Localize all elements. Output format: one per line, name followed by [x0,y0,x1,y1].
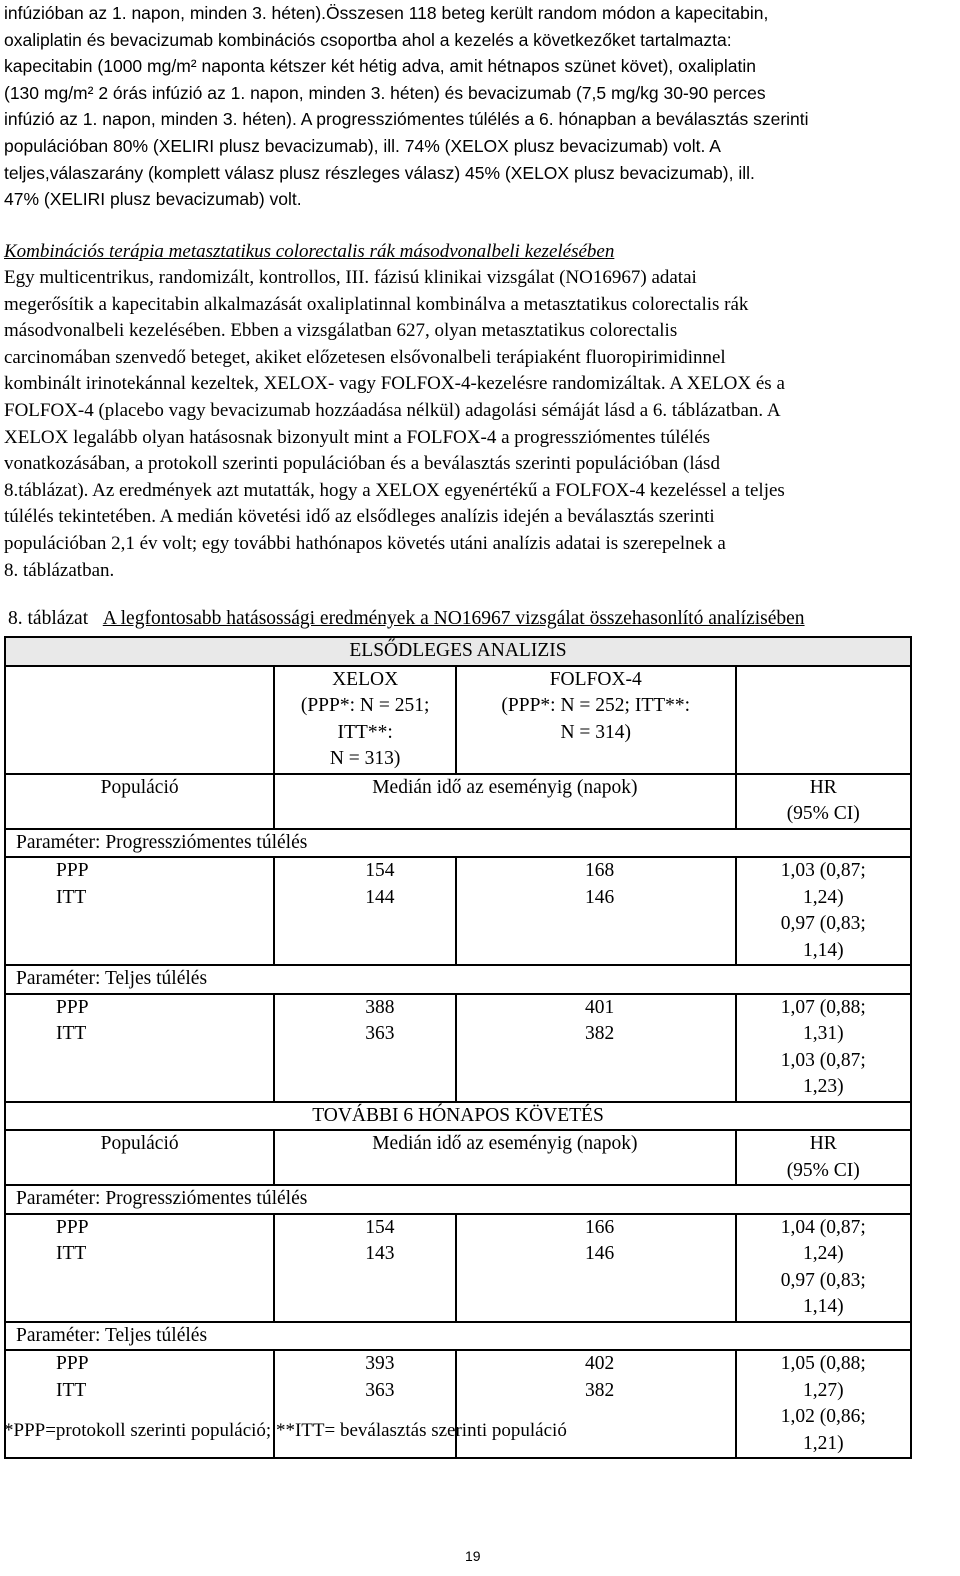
value: 168 [585,860,615,881]
median-time-header: Medián idő az eseményig (napok) [274,1130,735,1185]
median-time-header: Medián idő az eseményig (napok) [274,774,735,829]
value: 146 [585,1243,615,1264]
parameter-row [5,829,911,858]
parameter-row [5,1322,911,1351]
text-line: teljes,válaszarány (komplett válasz plusz részleges válasz) 45% (XELOX plusz bevacizumab), ill. [4,162,755,183]
hr-value: 1,24) [802,886,844,908]
pop-itt: ITT [56,1379,87,1401]
text-line: (130 mg/m² 2 órás infúzió az 1. napon, minden 3. héten) és bevacizumab (7,5 mg/kg 30-90 perces [4,82,766,103]
pop-ppp: PPP [56,1353,89,1374]
hr-cell [736,994,912,1102]
text-line: FOLFOX-4 (placebo vagy bevacizumab hozzáadása nélkül) adagolási sémáját lásd a 6. táblázatban. A [4,399,781,421]
empty-cell [736,666,912,774]
hr-value: 1,24) [802,1243,844,1264]
text-line: populációban 80% (XELIRI plusz bevacizumab), ill. 74% (XELOX plusz bevacizumab) volt. A [4,135,721,156]
value: 143 [365,1243,395,1264]
parameter-label: Paraméter: Teljes túlélés [5,965,911,994]
column-header-row [5,774,911,829]
folfox-cell [456,994,736,1102]
hr-cell [736,1350,912,1458]
hr-value: 1,04 (0,87; [780,1216,866,1238]
hr-value: 1,27) [802,1379,844,1401]
value: 154 [365,1216,395,1238]
intro-paragraph [4,0,956,213]
table-row [5,1214,911,1322]
table-row [5,857,911,965]
parameter-row [5,965,911,994]
population-cell [5,994,274,1102]
folfox-header-n1: (PPP*: N = 252; ITT**: [501,695,691,716]
value: 393 [365,1353,395,1374]
hr-value: 1,23) [802,1076,844,1097]
pop-ppp: PPP [56,996,89,1018]
results-table [4,636,912,1459]
hr-value: 1,05 (0,88; [780,1353,866,1374]
xelox-cell [274,994,456,1102]
table-title-label: 8. táblázat [8,608,89,629]
folfox-header-name: FOLFOX-4 [549,668,642,690]
text-line: másodvonalbeli kezelésében. Ebben a vizsgálatban 627, olyan metasztatikus colorectalis [4,320,678,342]
hr-header [736,1130,912,1185]
section-title-primary: ELSŐDLEGES ANALIZIS [5,637,911,666]
folfox-cell [456,1214,736,1322]
xelox-header-name: XELOX [332,668,399,690]
value: 363 [365,1023,395,1044]
text-line: oxaliplatin és bevacizumab kombinációs csoportba ahol a kezelés a következőket tartalmazta: [4,29,732,50]
section-row [5,637,911,666]
table-footnote: *PPP=protokoll szerinti populáció; **ITT= beválasztás szerinti populáció [4,1420,567,1441]
text-line: túlélés tekintetében. A medián követési idő az elsődleges analízis idején a beválasztás szerinti [4,506,715,528]
value: 146 [585,886,615,908]
table-row [5,994,911,1102]
xelox-header-n1: (PPP*: N = 251; ITT**: [300,695,430,743]
value: 144 [365,886,395,908]
population-header: Populáció [5,1130,274,1185]
text-line: kapecitabin (1000 mg/m² naponta kétszer két hétig adva, amit hétnapos szünet követ), oxaliplatin [4,56,756,77]
hr-value: 0,97 (0,83; [780,1269,866,1291]
xelox-header [274,666,456,774]
population-cell [5,857,274,965]
hr-value: 1,14) [802,1296,844,1317]
folfox-cell [456,857,736,965]
value: 401 [585,996,615,1018]
ci-label: (95% CI) [786,1159,860,1181]
pop-itt: ITT [56,886,87,908]
pop-itt: ITT [56,1023,87,1044]
text-line: vonatkozásában, a protokoll szerinti populációban és a beválasztás szerinti populációban (lásd [4,453,720,475]
value: 154 [365,860,395,881]
population-cell [5,1214,274,1322]
text-line: 8. táblázatban. [4,559,115,581]
text-line: kombinált irinotekánnal kezeltek, XELOX- vagy FOLFOX-4-kezelésre randomizáltak. A XELOX és a [4,373,785,395]
text-line: infúzióban az 1. napon, minden 3. héten).Összesen 118 beteg került random módon a kapecitabin, [4,3,769,23]
text-line: 47% (XELIRI plusz bevacizumab) volt. [4,189,302,210]
xelox-cell [274,1214,456,1322]
text-line: XELOX legalább olyan hatásosnak bizonyult mint a FOLFOX-4 a progressziómentes túlélés [4,426,711,448]
hr-value: 1,03 (0,87; [780,1049,866,1071]
arm-header-row [5,666,911,774]
hr-label: HR [809,1133,837,1154]
hr-value: 1,21) [802,1432,844,1454]
page-number: 19 [465,1548,481,1564]
parameter-label: Paraméter: Teljes túlélés [5,1322,911,1351]
folfox-header [456,666,736,774]
value: 402 [585,1353,615,1374]
parameter-label: Paraméter: Progressziómentes túlélés [5,829,911,858]
value: 388 [365,996,395,1018]
text-line: megerősítik a kapecitabin alkalmazását oxaliplatinnal kombinálva a metasztatikus colorectalis rák [4,293,749,315]
hr-label: HR [809,776,837,798]
hr-value: 1,14) [802,939,844,961]
section-heading: Kombinációs terápia metasztatikus colorectalis rák másodvonalbeli kezelésében [4,241,615,262]
pop-ppp: PPP [56,1216,89,1238]
parameter-row [5,1185,911,1214]
section-title-followup: TOVÁBBI 6 HÓNAPOS KÖVETÉS [5,1102,911,1131]
column-header-row [5,1130,911,1185]
hr-value: 1,31) [802,1023,844,1044]
text-line: carcinomában szenvedő beteget, akiket előzetesen elsővonalbeli terápiaként fluoropirimidinnel [4,346,726,368]
table-title-text: A legfontosabb hatásossági eredmények a NO16967 vizsgálat összehasonlító analízisében [102,608,805,629]
population-header: Populáció [5,774,274,829]
parameter-label: Paraméter: Progressziómentes túlélés [5,1185,911,1214]
hr-header [736,774,912,829]
value: 363 [365,1379,395,1401]
hr-value: 1,03 (0,87; [780,860,866,881]
folfox-header-n2: N = 314) [560,721,632,743]
xelox-cell [274,857,456,965]
text-line: populációban 2,1 év volt; egy további hathónapos követés utáni analízis adatai is szerepelnek a [4,532,726,554]
value: 382 [585,1023,615,1044]
hr-value: 1,02 (0,86; [780,1406,866,1427]
xelox-header-n2: N = 313) [329,748,401,769]
text-line: infúzió az 1. napon, minden 3. héten). A progressziómentes túlélés a 6. hónapban a beválasztás szerinti [4,109,809,130]
text-line: 8.táblázat). Az eredmények azt mutatták, hogy a XELOX egyenértékű a FOLFOX-4 kezeléssel a teljes [4,479,785,501]
pop-ppp: PPP [56,860,89,881]
table-title [8,608,805,630]
empty-cell [5,666,274,774]
text-line: Egy multicentrikus, randomizált, kontrollos, III. fázisú klinikai vizsgálat (NO16967) adatai [4,267,697,288]
hr-cell [736,1214,912,1322]
pop-itt: ITT [56,1243,87,1264]
hr-cell [736,857,912,965]
hr-value: 0,97 (0,83; [780,913,866,934]
value: 166 [585,1216,615,1238]
section-row [5,1102,911,1131]
value: 382 [585,1379,615,1401]
ci-label: (95% CI) [786,803,860,824]
hr-value: 1,07 (0,88; [780,996,866,1018]
body-paragraph [4,265,956,584]
